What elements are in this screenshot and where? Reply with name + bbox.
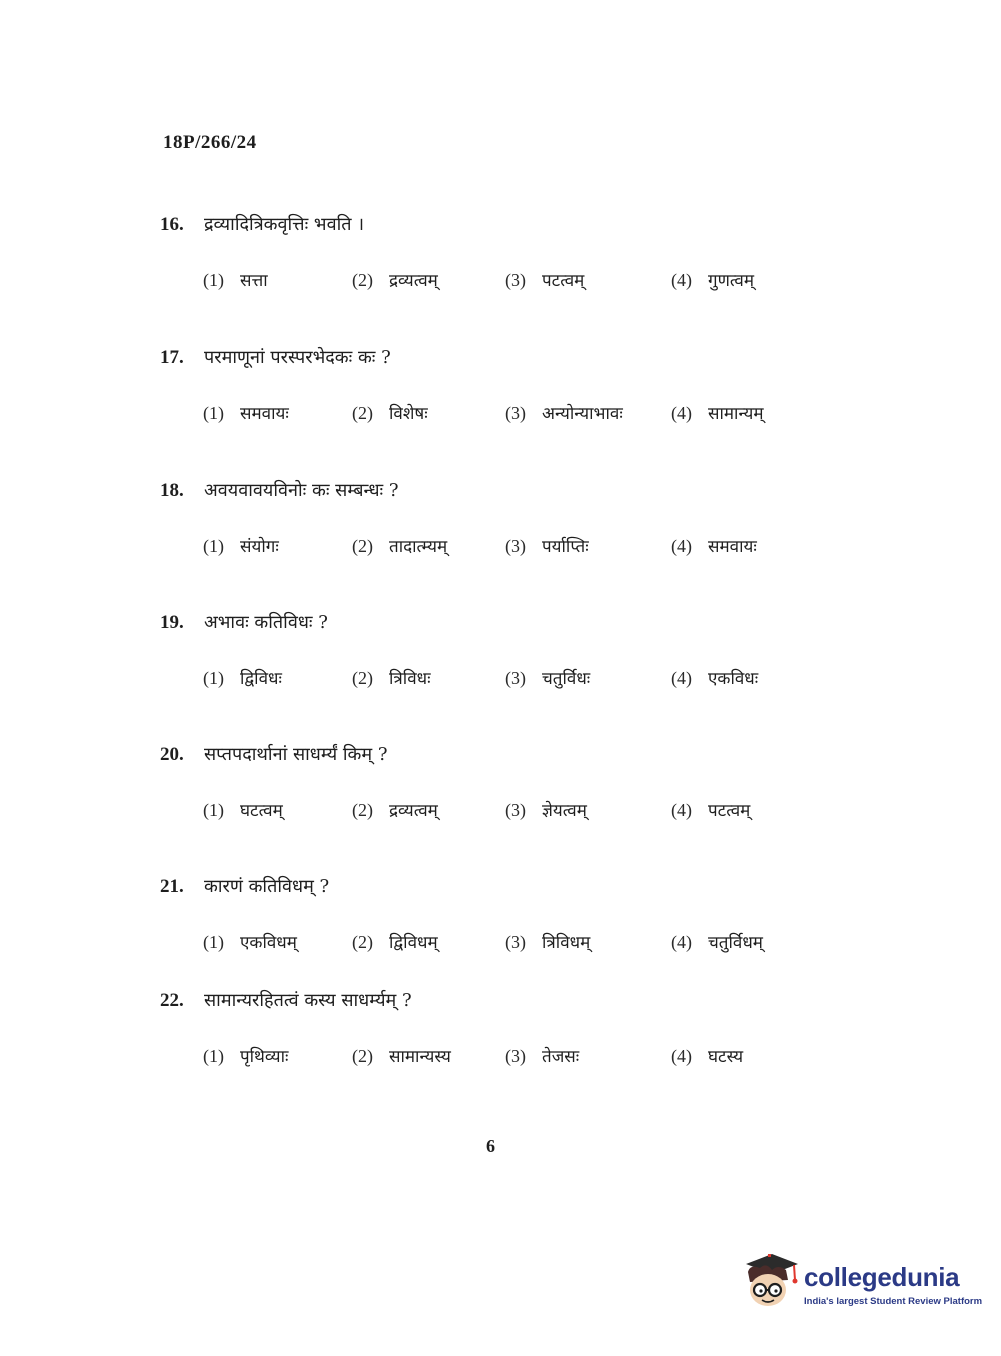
option-2 [352, 401, 428, 424]
options [160, 1044, 860, 1070]
option-3 [505, 1044, 579, 1067]
question-number: 18. [160, 480, 184, 501]
option-number: (2) [352, 270, 373, 290]
option-number: (1) [203, 668, 224, 688]
option-text: घटस्य [708, 1047, 744, 1067]
option-number: (4) [671, 403, 692, 423]
page-number: 6 [486, 1136, 495, 1156]
option-4 [671, 1044, 743, 1067]
option-text: समवायः [240, 404, 289, 424]
option-text: पर्याप्तिः [542, 537, 589, 557]
question-21 [160, 874, 860, 956]
option-text: सामान्यम् [708, 404, 764, 424]
option-number: (1) [203, 932, 224, 952]
question-22 [160, 988, 860, 1070]
option-1 [203, 1044, 288, 1067]
options [160, 534, 860, 560]
question-19 [160, 610, 860, 692]
question-20 [160, 742, 860, 824]
option-number: (4) [671, 270, 692, 290]
option-text: तादात्म्यम् [389, 537, 448, 557]
question-text: अभावः कतिविधः ? [204, 612, 328, 633]
option-text: एकविधम् [240, 933, 297, 953]
option-text: त्रिविधम् [542, 933, 591, 953]
option-3 [505, 930, 590, 953]
option-text: द्विविधः [240, 669, 282, 689]
option-text: सामान्यस्य [389, 1047, 451, 1067]
option-text: अन्योन्याभावः [542, 404, 623, 424]
option-1 [203, 401, 289, 424]
option-2 [352, 930, 438, 953]
option-2 [352, 534, 447, 557]
question-text: सामान्यरहितत्वं कस्य साधर्म्यम् ? [204, 990, 412, 1011]
option-1 [203, 798, 283, 821]
option-number: (2) [352, 1046, 373, 1066]
options [160, 401, 860, 427]
option-number: (4) [671, 536, 692, 556]
question-17 [160, 345, 860, 427]
option-number: (2) [352, 668, 373, 688]
option-number: (1) [203, 1046, 224, 1066]
option-text: सत्ता [240, 271, 268, 291]
option-2 [352, 1044, 451, 1067]
option-number: (1) [203, 403, 224, 423]
option-text: ज्ञेयत्वम् [542, 801, 587, 821]
option-3 [505, 798, 587, 821]
option-number: (2) [352, 932, 373, 952]
option-3 [505, 666, 590, 689]
option-number: (2) [352, 403, 373, 423]
option-3 [505, 401, 623, 424]
option-text: समवायः [708, 537, 757, 557]
brand-name: collegedunia [804, 1262, 960, 1292]
option-4 [671, 798, 750, 821]
brand-tagline: India's largest Student Review Platform [804, 1296, 983, 1307]
mascot-graduate-icon [742, 1250, 800, 1310]
options [160, 798, 860, 824]
question-number: 20. [160, 744, 184, 765]
option-4 [671, 930, 763, 953]
question-16 [160, 212, 860, 294]
option-number: (1) [203, 800, 224, 820]
option-4 [671, 268, 754, 291]
option-1 [203, 534, 279, 557]
option-text: चतुर्विधः [542, 669, 591, 689]
option-1 [203, 930, 297, 953]
option-number: (1) [203, 270, 224, 290]
question-text: सप्तपदार्थानां साधर्म्यं किम् ? [204, 744, 388, 765]
options [160, 268, 860, 294]
question-text: द्रव्यादित्रिकवृत्तिः भवति । [204, 214, 365, 235]
option-number: (2) [352, 536, 373, 556]
option-4 [671, 401, 764, 424]
question-text: कारणं कतिविधम् ? [204, 876, 330, 897]
option-number: (3) [505, 403, 526, 423]
options [160, 666, 860, 692]
option-number: (3) [505, 932, 526, 952]
option-text: द्विविधम् [389, 933, 438, 953]
question-text: अवयवावयविनोः कः सम्बन्धः ? [204, 480, 399, 501]
option-3 [505, 268, 584, 291]
option-text: विशेषः [389, 404, 428, 424]
option-text: पटत्वम् [542, 271, 585, 291]
question-18 [160, 478, 860, 560]
option-text: द्रव्यत्वम् [389, 801, 438, 821]
option-number: (3) [505, 800, 526, 820]
option-number: (3) [505, 668, 526, 688]
option-text: एकविधः [708, 669, 759, 689]
question-text: परमाणूनां परस्परभेदकः कः ? [204, 347, 391, 368]
option-text: तेजसः [542, 1047, 580, 1067]
options [160, 930, 860, 956]
option-text: संयोगः [240, 537, 279, 557]
option-3 [505, 534, 589, 557]
option-number: (4) [671, 668, 692, 688]
question-number: 17. [160, 347, 184, 368]
option-number: (4) [671, 932, 692, 952]
option-text: द्रव्यत्वम् [389, 271, 438, 291]
option-1 [203, 268, 268, 291]
option-1 [203, 666, 282, 689]
question-number: 16. [160, 214, 184, 235]
option-2 [352, 798, 438, 821]
question-number: 21. [160, 876, 184, 897]
option-number: (1) [203, 536, 224, 556]
option-number: (3) [505, 1046, 526, 1066]
question-number: 22. [160, 990, 184, 1011]
option-number: (4) [671, 1046, 692, 1066]
option-4 [671, 534, 757, 557]
option-number: (2) [352, 800, 373, 820]
option-text: घटत्वम् [240, 801, 283, 821]
watermark-logo [742, 1250, 983, 1312]
option-2 [352, 666, 431, 689]
option-text: पृथिव्याः [240, 1047, 289, 1067]
option-text: त्रिविधः [389, 669, 431, 689]
option-text: गुणत्वम् [708, 271, 754, 291]
option-text: चतुर्विधम् [708, 933, 763, 953]
option-text: पटत्वम् [708, 801, 751, 821]
option-number: (3) [505, 270, 526, 290]
paper-code: 18P/266/24 [163, 132, 257, 153]
option-4 [671, 666, 758, 689]
option-number: (3) [505, 536, 526, 556]
question-number: 19. [160, 612, 184, 633]
option-2 [352, 268, 438, 291]
option-number: (4) [671, 800, 692, 820]
